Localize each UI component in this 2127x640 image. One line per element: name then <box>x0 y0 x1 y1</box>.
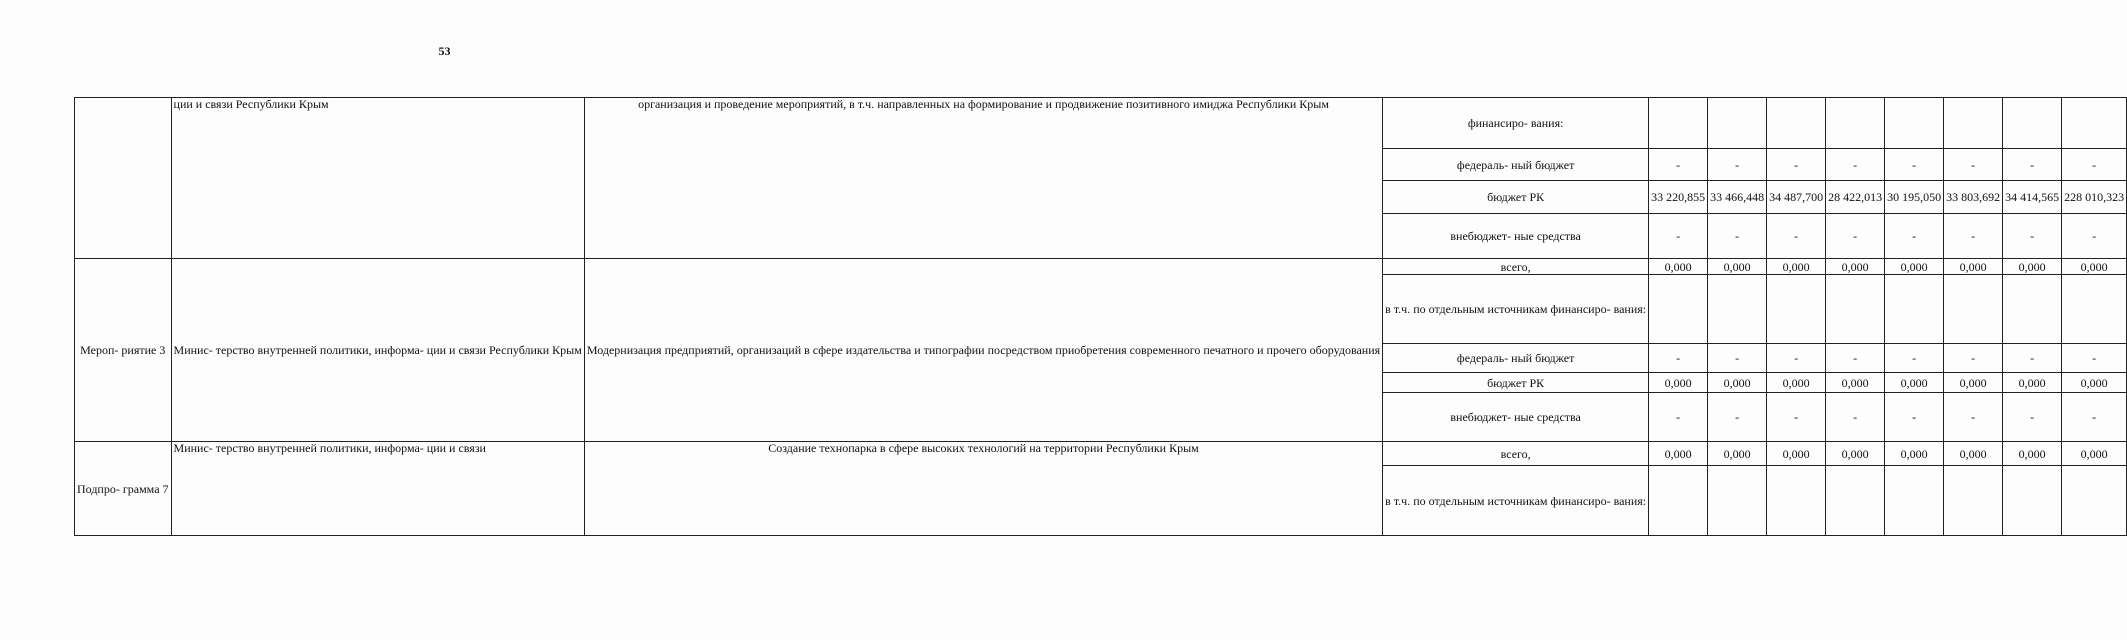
table-row <box>75 259 2127 275</box>
value-cell: 34 414,565 <box>2003 181 2062 214</box>
value-cell: 0,000 <box>2062 259 2127 275</box>
executor-cell: Минис- терство внутренней политики, информа- ции и связи <box>171 442 584 536</box>
value-cell: - <box>1649 393 1708 442</box>
measure-name-cell: организация и проведение мероприятий, в т.ч. направленных на формирование и продвижение позитивного имиджа Республики Крым <box>584 98 1382 259</box>
value-cell <box>1826 466 1885 536</box>
event-cell: Мероп- риятие 3 <box>75 259 172 442</box>
value-cell: 0,000 <box>1649 373 1708 393</box>
value-cell <box>2062 466 2127 536</box>
value-cell: - <box>1708 393 1767 442</box>
funding-source-cell: в т.ч. по отдельным источникам финансиро- вания: <box>1383 275 1649 344</box>
value-cell: - <box>2003 214 2062 259</box>
value-cell <box>1826 98 1885 149</box>
value-cell: - <box>1885 149 1944 181</box>
funding-source-cell: внебюджет- ные средства <box>1383 214 1649 259</box>
value-cell <box>1767 466 1826 536</box>
funding-source-cell: в т.ч. по отдельным источникам финансиро- вания: <box>1383 466 1649 536</box>
value-cell: 0,000 <box>2003 259 2062 275</box>
value-cell: - <box>1767 393 1826 442</box>
value-cell: - <box>1885 214 1944 259</box>
value-cell <box>1649 275 1708 344</box>
value-cell <box>2062 98 2127 149</box>
funding-source-cell: всего, <box>1383 442 1649 466</box>
value-cell: 0,000 <box>1826 373 1885 393</box>
value-cell: - <box>1708 214 1767 259</box>
value-cell: - <box>1708 344 1767 373</box>
value-cell <box>1767 275 1826 344</box>
value-cell: 0,000 <box>1885 442 1944 466</box>
value-cell: 0,000 <box>1944 259 2003 275</box>
value-cell: 0,000 <box>2062 442 2127 466</box>
value-cell: 0,000 <box>1649 259 1708 275</box>
value-cell <box>2062 275 2127 344</box>
value-cell <box>2003 98 2062 149</box>
budget-table <box>74 97 2127 536</box>
value-cell: - <box>2062 344 2127 373</box>
value-cell <box>1708 98 1767 149</box>
value-cell <box>1885 98 1944 149</box>
value-cell: 28 422,013 <box>1826 181 1885 214</box>
funding-source-cell: бюджет РК <box>1383 373 1649 393</box>
value-cell: - <box>1826 149 1885 181</box>
funding-source-cell: внебюджет- ные средства <box>1383 393 1649 442</box>
value-cell: 0,000 <box>1649 442 1708 466</box>
value-cell: - <box>1767 214 1826 259</box>
table-row <box>75 442 2127 466</box>
value-cell: 0,000 <box>1826 442 1885 466</box>
value-cell: 0,000 <box>1708 442 1767 466</box>
value-cell: - <box>1767 149 1826 181</box>
funding-source-cell: федераль- ный бюджет <box>1383 344 1649 373</box>
value-cell: 33 220,855 <box>1649 181 1708 214</box>
value-cell: - <box>2003 344 2062 373</box>
value-cell: - <box>2003 149 2062 181</box>
value-cell: 0,000 <box>1944 373 2003 393</box>
value-cell <box>1767 98 1826 149</box>
value-cell: - <box>2062 149 2127 181</box>
value-cell: 0,000 <box>2062 373 2127 393</box>
funding-source-cell: бюджет РК <box>1383 181 1649 214</box>
value-cell: 33 803,692 <box>1944 181 2003 214</box>
value-cell <box>1944 98 2003 149</box>
value-cell <box>1708 275 1767 344</box>
value-cell <box>1944 466 2003 536</box>
executor-cell: Минис- терство внутренней политики, информа- ции и связи Республики Крым <box>171 259 584 442</box>
value-cell: - <box>2062 393 2127 442</box>
table-row <box>75 98 2127 149</box>
value-cell: 0,000 <box>1767 373 1826 393</box>
funding-source-cell: финансиро- вания: <box>1383 98 1649 149</box>
value-cell: - <box>1885 393 1944 442</box>
value-cell: 0,000 <box>1885 259 1944 275</box>
value-cell: 0,000 <box>1708 259 1767 275</box>
value-cell: 0,000 <box>1826 259 1885 275</box>
value-cell: - <box>2003 393 2062 442</box>
value-cell: - <box>1649 149 1708 181</box>
value-cell: - <box>1767 344 1826 373</box>
value-cell <box>1885 275 1944 344</box>
value-cell: - <box>1944 149 2003 181</box>
value-cell: 0,000 <box>1885 373 1944 393</box>
value-cell: - <box>1944 214 2003 259</box>
value-cell: - <box>1826 214 1885 259</box>
value-cell <box>1649 98 1708 149</box>
value-cell: - <box>1826 344 1885 373</box>
value-cell: - <box>1649 214 1708 259</box>
value-cell: 0,000 <box>2003 442 2062 466</box>
value-cell <box>1944 275 2003 344</box>
executor-cell: ции и связи Республики Крым <box>171 98 584 259</box>
value-cell <box>1708 466 1767 536</box>
value-cell <box>1826 275 1885 344</box>
budget-table-body <box>75 98 2127 536</box>
measure-name-cell: Модернизация предприятий, организаций в сфере издательства и типографии посредством приобретения современного печатного и прочего оборудования <box>584 259 1382 442</box>
value-cell <box>2003 275 2062 344</box>
funding-source-cell: федераль- ный бюджет <box>1383 149 1649 181</box>
value-cell: - <box>1649 344 1708 373</box>
page-number: 53 <box>438 44 451 58</box>
value-cell: - <box>1944 344 2003 373</box>
value-cell <box>2003 466 2062 536</box>
value-cell: - <box>1944 393 2003 442</box>
value-cell: 0,000 <box>1767 259 1826 275</box>
event-cell: Подпро- грамма 7 <box>75 442 172 536</box>
funding-source-cell: всего, <box>1383 259 1649 275</box>
value-cell <box>1885 466 1944 536</box>
value-cell: 0,000 <box>1767 442 1826 466</box>
value-cell: 30 195,050 <box>1885 181 1944 214</box>
value-cell: - <box>1708 149 1767 181</box>
value-cell: 228 010,323 <box>2062 181 2127 214</box>
value-cell: - <box>1885 344 1944 373</box>
value-cell: 0,000 <box>2003 373 2062 393</box>
value-cell: 34 487,700 <box>1767 181 1826 214</box>
value-cell: 0,000 <box>1944 442 2003 466</box>
value-cell: 0,000 <box>1708 373 1767 393</box>
measure-name-cell: Создание технопарка в сфере высоких технологий на территории Республики Крым <box>584 442 1382 536</box>
value-cell: - <box>1826 393 1885 442</box>
value-cell <box>1649 466 1708 536</box>
event-cell <box>75 98 172 259</box>
value-cell: 33 466,448 <box>1708 181 1767 214</box>
value-cell: - <box>2062 214 2127 259</box>
